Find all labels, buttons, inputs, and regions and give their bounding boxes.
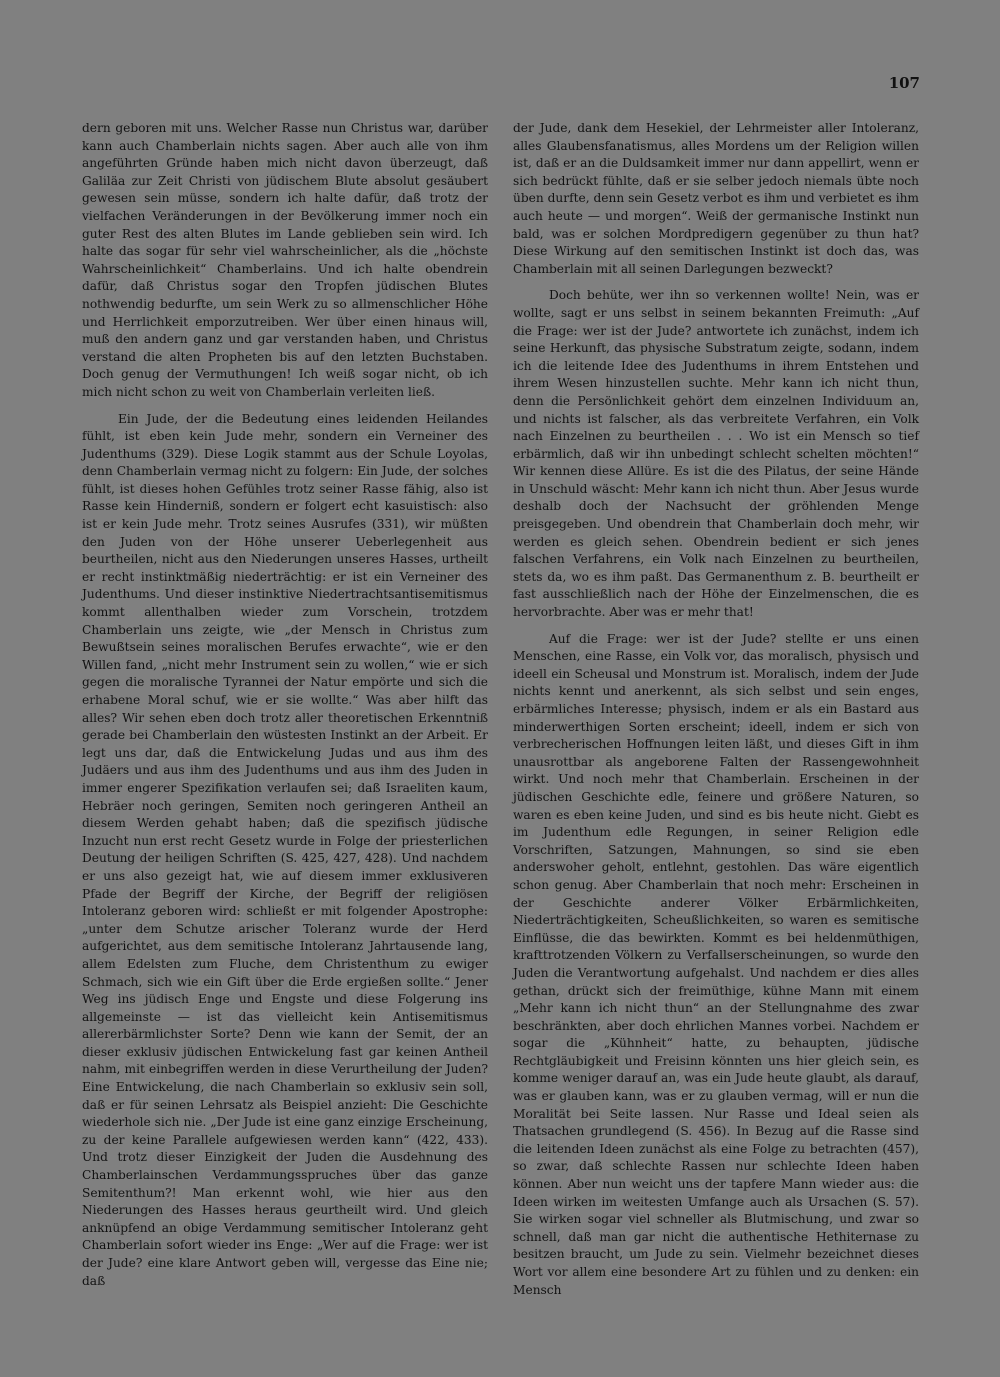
paragraph: dern geboren mit uns. Welcher Rasse nun Christus war, darüber kann auch Chamberlain nichts sagen. Aber auch alle von ihm angeführten Gründe haben mich nicht davon überzeugt, daß Galiläa zur Zeit Christi von jüdischem Blute absolut gesäubert gewesen sein müsse, sondern ich halte dafür, daß trotz der vielfachen Veränderungen in der Bevölkerung immer noch ein guter Rest des alten Blutes im Lande geblieben sein wird. Ich halte das sogar für sehr viel wahrscheinlicher, als die „höchste Wahrscheinlichkeit“ Chamberlains. Und ich halte obendrein dafür, daß Christus sogar den Tropfen jüdischen Blutes nothwendig bedurfte, um sein Werk zu so allmenschlicher Höhe und Herrlichkeit emporzutreiben. Wer über einen hinaus will, muß den andern ganz und gar verstanden haben, und Christus verstand die alten Propheten bis auf den letzten Buchstaben. Doch genug der Vermuthungen! Ich weiß sogar nicht, ob ich mich nicht schon zu weit von Chamberlain verleiten ließ. — [82, 121, 488, 399]
paragraph: Doch behüte, wer ihn so verkennen wollte! Nein, was er wollte, sagt er uns selbst in seinem bekannten Freimuth: „Auf die Frage: wer ist der Jude? antwortete ich zunächst, indem ich seine Herkunft, das physische Substratum zeigte, sodann, indem ich die leitende Idee des Judenthums in ihrem Entstehen und ihrem Wesen hinzustellen suchte. Mehr kann ich nicht thun, denn die Persönlichkeit gehört dem einzelnen Individuum an, und nichts ist falscher, als das verbreitete Verfahren, ein Volk nach Einzelnen zu beurtheilen . . . Wo ist ein Mensch so tief erbärmlich, daß wir ihn unbedingt schlecht schelten möchten!“ Wir kennen diese Allüre. Es ist die des Pilatus, der seine Hände in Unschuld wäscht: Mehr kann ich nicht thun. Aber Jesus wurde deshalb doch der Nachsucht der gröhlenden Menge preisgegeben. Und obendrein that Chamberlain doch mehr, wir werden es gleich sehen. Obendrein bedient er sich jenes falschen Verfahrens, ein Volk nach Einzelnen zu beurtheilen, stets da, wo es ihm paßt. Das Germanenthum z. B. beurtheilt er fast ausschließlich nach der Höhe der Einzelmenschen, die es hervorbrachte. Aber was er mehr that! — [513, 288, 919, 620]
paragraph: der Jude, dank dem Hesekiel, der Lehrmeister aller Intoleranz, alles Glaubensfanatismus, alles Mordens um der Religion willen ist, daß er an die Duldsamkeit immer nur dann appellirt, wenn er sich bedrückt fühlte, daß er sie selber jedoch niemals übte noch üben durfte, denn sein Gesetz verbot es ihm und verbietet es ihm auch heute — und morgen“. Weiß der germanische Instinkt nun bald, was er solchen Mordpredigern gegenüber zu thun hat? Diese Wirkung auf den semitischen Instinkt ist doch das, was Chamberlain mit all seinen Darlegungen bezweckt? — [513, 121, 919, 276]
page-number: 107 — [888, 74, 920, 92]
paragraph: Auf die Frage: wer ist der Jude? stellte er uns einen Menschen, eine Rasse, ein Volk vor, das moralisch, physisch und ideell ein Scheusal und Monstrum ist. Moralisch, indem der Jude nichts kennt und anerkennt, als sich selbst und sein enges, erbärmliches Interesse; physisch, indem er als ein Bastard aus minderwerthigen Sorten erscheint; ideell, indem er sich von verbrecherischen Hoffnungen leiten läßt, und dieses Gift in ihm unausrottbar als angeborene Falten der Rassengewohnheit wirkt. Und noch mehr that Chamberlain. Erscheinen in der jüdischen Geschichte edle, feinere und größere Naturen, so waren es eben keine Juden, und sind es bis heute nicht. Giebt es im Judenthum edle Regungen, in seiner Religion edle Vorschriften, Satzungen, Mahnungen, so sind sie eben anderswoher geholt, entlehnt, gestohlen. Das wäre eigentlich schon genug. Aber Chamberlain that noch mehr: Erscheinen in der Geschichte anderer Völker Erbärmlichkeiten, Niederträchtigkeiten, Scheußlichkeiten, so waren es semitische Einflüsse, die das bewirkten. Kommt es bei heldenmüthigen, krafttrotzenden Völkern zu Verfallserscheinungen, so wurde den Juden die Verantwortung aufgehalst. Und nachdem er dies alles gethan, drückt sich der freimüthige, kühne Mann mit einem „Mehr kann ich nicht thun“ an der Stellungnahme des zwar beschränkten, aber doch ehrlichen Mannes vorbei. Nachdem er sogar die „Kühnheit“ hatte, zu behaupten, jüdische Rechtgläubigkeit und Freisinn könnten uns hier gleich sein, es komme weniger darauf an, was ein Jude heute glaubt, als darauf, was er glauben kann, was er zu glauben vermag, will er nun die Moralität bei Seite lassen. Nur Rasse und Ideal seien als Thatsachen grundlegend (S. 456). In Bezug auf die Rasse sind die leitenden Ideen zunächst als eine Folge zu betrachten (457), so zwar, daß schlechte Rassen nur schlechte Ideen haben können. Aber nun weicht uns der tapfere Mann wieder aus: die Ideen wirken im weitesten Umfange auch als Ursachen (S. 57). Sie wirken sogar viel schneller als Blutmischung, und zwar so schnell, daß man gar nicht die authentische Hethiternase zu besitzen braucht, um Jude zu sein. Vielmehr bezeichnet dieses Wort vor allem eine besondere Art zu fühlen und zu denken: ein Mensch — [513, 631, 919, 1297]
paragraph: Ein Jude, der die Bedeutung eines leidenden Heilandes fühlt, ist eben kein Jude mehr, sondern ein Verneiner des Judenthums (329). Diese Logik stammt aus der Schule Loyolas, denn Chamberlain vermag nicht zu folgern: Ein Jude, der solches fühlt, ist dieses hohen Gefühles trotz seiner Rasse fähig, also ist Rasse kein Hinderniß, sondern er folgert echt kasuistisch: also ist er kein Jude mehr. Trotz seines Ausrufes (331), wir müßten den Juden von der Höhe unserer Ueberlegenheit aus beurtheilen, nicht aus den Niederungen unseres Hasses, urtheilt er recht instinktmäßig niederträchtig: er ist ein Verneiner des Judenthums. Und dieser instinktive Niedertrachtsantisemitismus kommt allenthalben wieder zum Vorschein, trotzdem Chamberlain uns zeigte, wie „der Mensch in Christus zum Bewußtsein seines moralischen Berufes erwachte“, wie er den Willen fand, „nicht mehr Instrument sein zu wollen,“ wie er sich gegen die moralische Tyrannei der Natur empörte und sich die erhabene Moral schuf, wie er sie wollte.“ Was aber hilft das alles? Wir sehen eben doch trotz aller theoretischen Erkenntniß gerade bei Chamberlain den wüstesten Instinkt an der Arbeit. Er legt uns dar, daß die Entwickelung Judas und aus ihm des Judäers und aus ihm des Judenthums und aus ihm des Juden in immer engerer Spezifikation verlaufen sei; daß Israeliten kaum, Hebräer noch geringen, Semiten noch geringeren Antheil an diesem Werden gehabt haben; daß die spezifisch jüdische Inzucht nun erst recht Gesetz wurde in Folge der priesterlichen Deutung der heiligen Schriften (S. 425, 427, 428). Und nachdem er uns also gezeigt hat, wie auf diesem immer exklusiveren Pfade der Begriff der Kirche, der Begriff der religiösen Intoleranz geboren wird: schließt er mit folgender Apostrophe: „unter dem Schutze arischer Toleranz wurde der Herd aufgerichtet, aus dem semitische Intoleranz Jahrtausende lang, allem Edelsten zum Fluche, dem Christenthum zu ewiger Schmach, sich wie ein Gift über die Erde ergießen sollte.“ Jener Weg ins jüdisch Enge und Engste und diese Folgerung ins allgemeinste — ist das vielleicht kein Antisemitismus allererbärmlichster Sorte? Denn wie kann der Semit, der an dieser exklusiv jüdischen Entwickelung fast gar keinen Antheil nahm, mit einbegriffen werden in diese Verurtheilung der Juden? Eine Entwickelung, die nach Chamberlain so exklusiv sein soll, daß er für seinen Lehrsatz als Beispiel anzieht: Die Geschichte wiederhole sich nie. „Der Jude ist eine ganz einzige Erscheinung, zu der keine Parallele aufgewiesen werden kann“ (422, 433). Und trotz dieser Einzigkeit der Juden die Ausdehnung des Chamberlainschen Verdammungsspruches über das ganze Semitenthum?! Man erkennt wohl, wie hier aus den Niederungen des Hasses heraus geurtheilt wird. Und gleich anknüpfend an obige Verdammung semitischer Intoleranz geht Chamberlain sofort wieder ins Enge: „Wer auf die Frage: wer ist der Jude? eine klare Antwort geben will, vergesse das Eine nie; daß — [82, 411, 488, 1288]
right-column — [513, 120, 919, 1308]
left-column — [82, 120, 488, 1299]
